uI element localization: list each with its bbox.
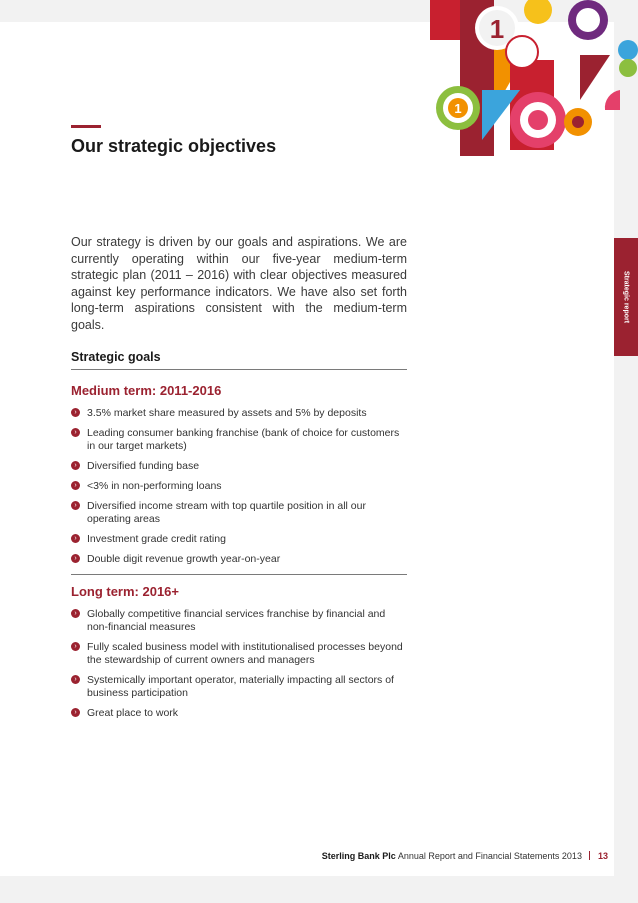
title-accent-rule xyxy=(71,125,101,128)
list-item xyxy=(71,460,407,473)
divider xyxy=(71,574,407,575)
long-term-heading: Long term: 2016+ xyxy=(71,584,180,599)
list-item-text: Fully scaled business model with institutionalised processes beyond the stewardship of current owners and managers xyxy=(87,641,403,666)
list-item-text: Leading consumer banking franchise (bank of choice for customers in our target markets) xyxy=(87,427,400,452)
big-badge-number: 1 xyxy=(489,14,505,44)
small-badge-number: 1 xyxy=(454,101,462,116)
list-item xyxy=(71,500,407,526)
section-side-tab xyxy=(614,238,638,356)
chevron-right-icon: › xyxy=(71,675,80,684)
page-footer xyxy=(322,851,608,861)
long-term-goal-list xyxy=(71,608,407,720)
list-item-text: Diversified funding base xyxy=(87,460,200,472)
chevron-right-icon: › xyxy=(71,481,80,490)
intro-paragraph: Our strategy is driven by our goals and aspirations. We are currently operating within our five-year medium-term strategic plan (2011 – 2016) with clear objectives measured against key performance indicators. We have also set forth long-term aspirations consistent with the medium-term goals. xyxy=(71,235,407,332)
list-item xyxy=(71,427,407,453)
page-title: Our strategic objectives xyxy=(71,136,277,156)
bottom-band xyxy=(0,876,638,903)
divider xyxy=(71,369,407,370)
list-item-text: Great place to work xyxy=(87,707,179,719)
footer-separator xyxy=(589,851,590,860)
list-item xyxy=(71,707,407,720)
list-item-text: Globally competitive financial services franchise by financial and non-financial measures xyxy=(87,608,386,633)
list-item xyxy=(71,641,407,667)
chevron-right-icon: › xyxy=(71,708,80,717)
list-item xyxy=(71,407,407,420)
list-item-text: Double digit revenue growth year-on-year xyxy=(87,553,281,565)
page-number: 13 xyxy=(597,851,608,861)
chevron-right-icon: › xyxy=(71,501,80,510)
medium-term-heading: Medium term: 2011-2016 xyxy=(71,383,222,398)
list-item xyxy=(71,674,407,700)
strategic-goals-heading: Strategic goals xyxy=(71,350,161,364)
side-tab-label: Strategic report xyxy=(622,270,630,324)
chevron-right-icon: › xyxy=(71,408,80,417)
chevron-right-icon: › xyxy=(71,609,80,618)
list-item xyxy=(71,608,407,634)
list-item xyxy=(71,480,407,493)
decorative-artwork xyxy=(420,0,638,156)
list-item-text: 3.5% market share measured by assets and 5% by deposits xyxy=(87,407,367,419)
list-item-text: Diversified income stream with top quartile position in all our operating areas xyxy=(87,500,366,525)
medium-term-goal-list xyxy=(71,407,407,566)
chevron-right-icon: › xyxy=(71,642,80,651)
footer-report-title: Annual Report and Financial Statements 2013 xyxy=(397,851,582,861)
chevron-right-icon: › xyxy=(71,534,80,543)
footer-company: Sterling Bank Plc xyxy=(321,851,396,861)
chevron-right-icon: › xyxy=(71,461,80,470)
list-item xyxy=(71,553,407,566)
list-item-text: <3% in non-performing loans xyxy=(87,480,222,492)
chevron-right-icon: › xyxy=(71,428,80,437)
list-item xyxy=(71,533,407,546)
chevron-right-icon: › xyxy=(71,554,80,563)
list-item-text: Systemically important operator, materially impacting all sectors of business participation xyxy=(87,674,394,699)
list-item-text: Investment grade credit rating xyxy=(87,533,226,545)
